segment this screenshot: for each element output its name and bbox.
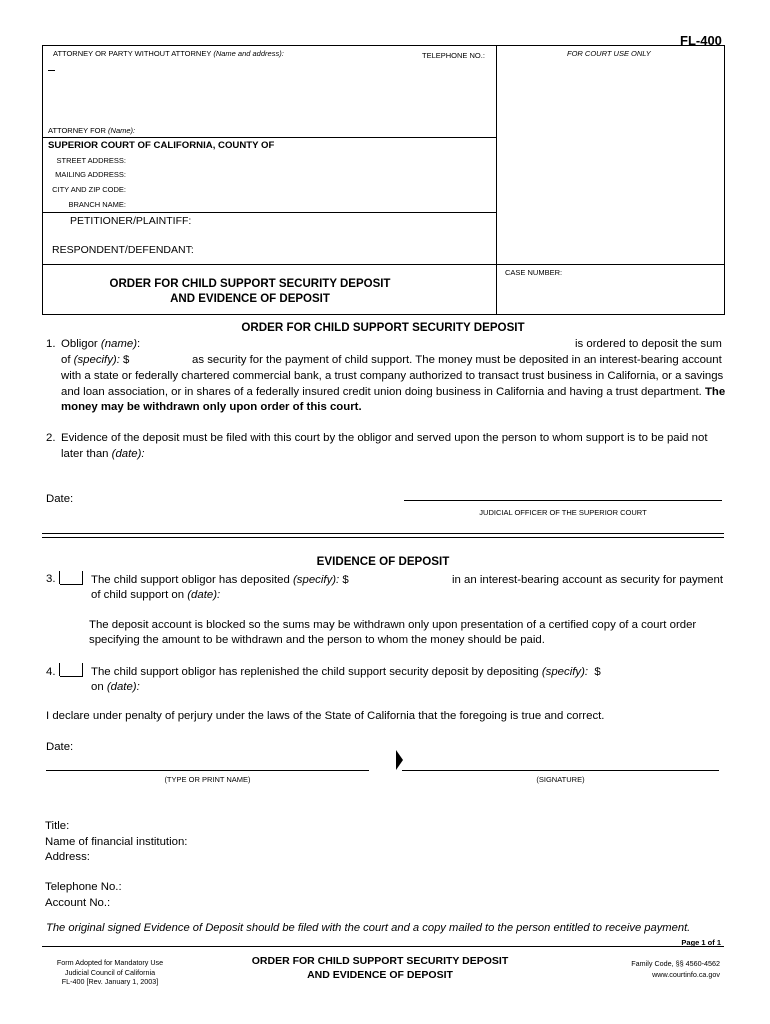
item4-number: 4. xyxy=(46,666,56,678)
section-divider-bottom xyxy=(42,537,724,538)
page-number: Page 1 of 1 xyxy=(681,938,721,947)
item3-checkbox[interactable] xyxy=(60,571,83,585)
divider-title xyxy=(42,264,724,265)
item1-line2: as security for the payment of child support. The money must be deposited in an interest-bearing account xyxy=(192,354,722,366)
divider-parties xyxy=(42,212,497,213)
account-no-label: Account No.: xyxy=(45,896,111,909)
footer-title: ORDER FOR CHILD SUPPORT SECURITY DEPOSIT AND EVIDENCE OF DEPOSIT xyxy=(251,955,509,981)
item3-line2: of child support on (date): xyxy=(91,589,221,601)
mailing-label: MAILING ADDRESS: xyxy=(55,170,126,179)
branch-label: BRANCH NAME: xyxy=(68,200,126,209)
institution-label: Name of financial institution: xyxy=(45,835,188,848)
case-number-label: CASE NUMBER: xyxy=(505,268,563,277)
court-title: SUPERIOR COURT OF CALIFORNIA, COUNTY OF xyxy=(48,140,275,151)
signature-arrow-icon xyxy=(396,750,404,770)
street-label: STREET ADDRESS: xyxy=(56,156,126,165)
contact-block xyxy=(45,880,122,911)
blocked-line2: specifying the amount to be withdrawn and the person to whom the money should be paid. xyxy=(89,634,545,646)
item1-line3: with a state or federally chartered commercial bank, a trust company authorized to transact trust business in California, or a savings xyxy=(61,370,724,382)
item1-line4: and loan association, or in shares of a federally insured credit union doing business in California and having a trust department. The xyxy=(61,386,726,398)
evidence-date-label: Date: xyxy=(46,741,74,753)
divider-court xyxy=(42,137,497,138)
court-use-label: FOR COURT USE ONLY xyxy=(567,49,651,58)
form-number: FL-400 xyxy=(680,33,722,48)
footer-citation: Family Code, §§ 4560-4562 www.courtinfo.ca.gov xyxy=(631,959,720,979)
item3-account: in an interest-bearing account as security for payment xyxy=(452,574,723,586)
address-label: Address: xyxy=(45,851,90,863)
item1-of-specify: of (specify): $ xyxy=(61,354,130,366)
blocked-line1: The deposit account is blocked so the sums may be withdrawn only upon presentation of a certified copy of a court order xyxy=(89,619,697,631)
item2-line1: Evidence of the deposit must be filed with this court by the obligor and served upon the person to whom support is to be paid not xyxy=(61,432,708,444)
item1-obligor: Obligor (name): xyxy=(61,338,141,350)
petitioner-label: PETITIONER/PLAINTIFF: xyxy=(70,215,192,227)
section-divider-top xyxy=(42,533,724,534)
item1-line5: money may be withdrawn only upon order of this court. xyxy=(61,401,362,413)
item1-ordered: is ordered to deposit the sum xyxy=(575,338,722,350)
evidence-heading: EVIDENCE OF DEPOSIT xyxy=(316,555,450,568)
caption-box xyxy=(42,45,725,315)
judicial-officer-label: JUDICIAL OFFICER OF THE SUPERIOR COURT xyxy=(479,508,647,517)
caption-title: ORDER FOR CHILD SUPPORT SECURITY DEPOSIT AND EVIDENCE OF DEPOSIT xyxy=(109,278,391,305)
attorney-dash xyxy=(48,70,55,71)
order-heading: ORDER FOR CHILD SUPPORT SECURITY DEPOSIT xyxy=(241,321,525,334)
caption-divider-vertical xyxy=(496,45,497,314)
telephone-no-label: Telephone No.: xyxy=(45,881,122,893)
respondent-label: RESPONDENT/DEFENDANT: xyxy=(52,244,194,256)
title-label: Title: xyxy=(45,820,70,832)
signature-label: (SIGNATURE) xyxy=(536,775,585,784)
item1-number: 1. xyxy=(46,338,56,350)
item4-text: The child support obligor has replenished the child support security deposit by depositing (specify): $ xyxy=(91,666,601,678)
adopted-block: Form Adopted for Mandatory Use Judicial Council of California FL-400 [Rev. January 1, 2003] xyxy=(56,958,164,986)
name-line xyxy=(46,770,369,771)
type-name-label: (TYPE OR PRINT NAME) xyxy=(164,775,251,784)
item3-text: The child support obligor has deposited (specify): $ xyxy=(91,574,349,586)
signature-line xyxy=(402,770,719,771)
attorney-for-label: ATTORNEY FOR (Name): xyxy=(48,126,136,135)
institution-block xyxy=(45,819,187,866)
item2-line2: later than (date): xyxy=(61,448,145,460)
item2-number: 2. xyxy=(46,432,56,444)
attorney-label: ATTORNEY OR PARTY WITHOUT ATTORNEY (Name and address): xyxy=(53,49,284,58)
order-date-label: Date: xyxy=(46,493,74,505)
declaration: I declare under penalty of perjury under the laws of the State of California that the foregoing is true and correct. xyxy=(46,710,605,722)
telephone-label: TELEPHONE NO.: xyxy=(422,51,485,60)
item4-line2: on (date): xyxy=(91,681,140,693)
filing-note: The original signed Evidence of Deposit should be filed with the court and a copy mailed to the person entitled to receive payment. xyxy=(46,922,691,934)
item4-checkbox[interactable] xyxy=(60,663,83,677)
item3-number: 3. xyxy=(46,573,56,585)
city-label: CITY AND ZIP CODE: xyxy=(52,185,126,194)
judicial-signature-line xyxy=(404,500,722,501)
